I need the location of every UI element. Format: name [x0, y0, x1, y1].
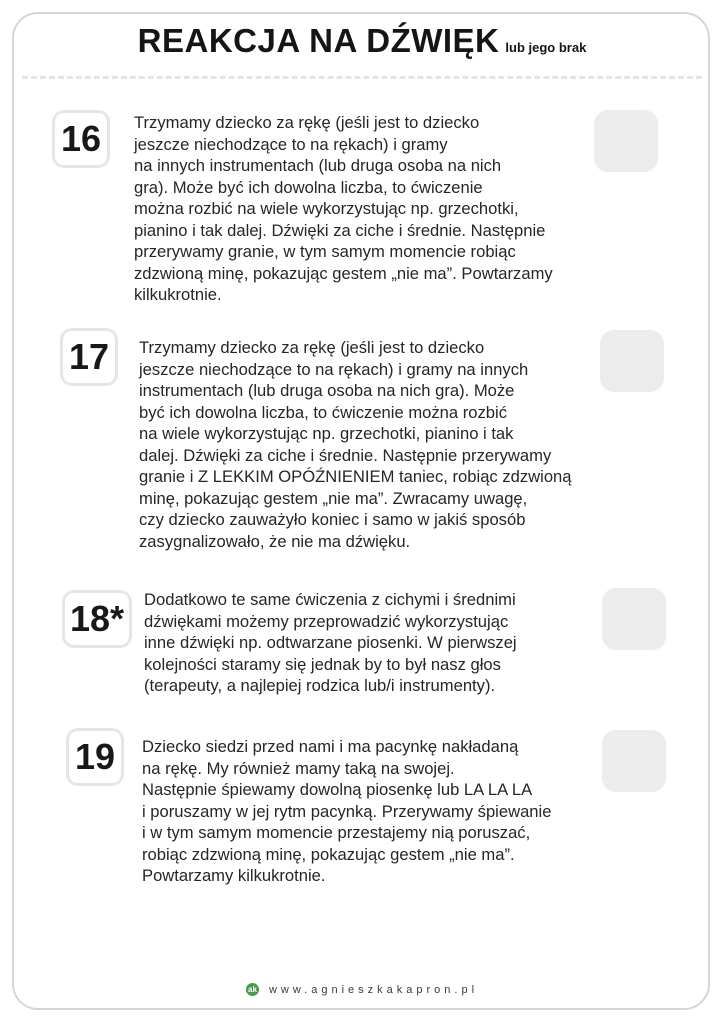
header-divider	[22, 76, 702, 79]
page-subtitle: lub jego brak	[505, 40, 587, 55]
exercise-text: Dziecko siedzi przed nami i ma pacynkę nakładaną na rękę. My również mamy taką na swojej. Następnie śpiewamy dowolną piosenkę lub LA LA LA i poruszamy w jej rytm pacynką. Przerywamy śpiewanie i w tym samym momencie przestajemy nią poruszać, robiąc zdzwioną minę, pokazując gestem „nie ma”. Powtarzamy kilkukrotnie.	[142, 737, 552, 885]
page-title: REAKCJA NA DŹWIĘK	[137, 22, 500, 59]
exercise-checkbox[interactable]	[602, 588, 666, 650]
exercise-checkbox[interactable]	[600, 330, 664, 392]
exercise-checkbox[interactable]	[602, 730, 666, 792]
exercise-text: Trzymamy dziecko za rękę (jeśli jest to dziecko jeszcze niechodzące to na rękach) i gramy na innych instrumentach (lub druga osoba na nich gra). Może być ich dowolna liczba, to ćwiczenie można rozbić na wiele wykorzystując np. grzechotki, pianino i tak dalej. Dźwięki za ciche i średnie. Następnie przerywamy granie, w tym samym momencie robiąc zdzwioną minę, pokazując gestem „nie ma”. Powtarzamy kilkukrotnie.	[134, 113, 553, 304]
exercise-text: Dodatkowo te same ćwiczenia z cichymi i średnimi dźwiękami możemy przeprowadzić wykorzystując inne dźwięki np. odtwarzane piosenki. W pierwszej kolejności staramy się jednak by to był nasz głos (terapeuty, a najlepiej rodzica lub/i instrumenty).	[144, 590, 517, 695]
exercise-number-badge: 19	[66, 728, 124, 786]
website-link[interactable]: www.agnieszkakapron.pl	[268, 983, 479, 996]
exercise-number-badge: 17	[60, 328, 118, 386]
footer	[0, 983, 724, 996]
exercise-number-badge: 18*	[62, 590, 132, 648]
header	[0, 22, 724, 60]
exercise-checkbox[interactable]	[594, 110, 658, 172]
exercise-number-badge: 16	[52, 110, 110, 168]
exercise-text: Trzymamy dziecko za rękę (jeśli jest to dziecko jeszcze niechodzące to na rękach) i gramy na innych instrumentach (lub druga osoba na nich gra). Może być ich dowolna liczba, to ćwiczenie można rozbić na wiele wykorzystując np. grzechotki, pianino i tak dalej. Dźwięki za ciche i średnie. Następnie przerywamy granie i Z LEKKIM OPÓŹNIENIEM taniec, robiąc zdzwioną minę, pokazując gestem „nie ma”. Zwracamy uwagę, czy dziecko zauważyło koniec i samo w jakiś sposób zasygnalizowało, że nie ma dźwięku.	[139, 338, 572, 551]
leaf-logo-icon: ak	[246, 983, 259, 996]
